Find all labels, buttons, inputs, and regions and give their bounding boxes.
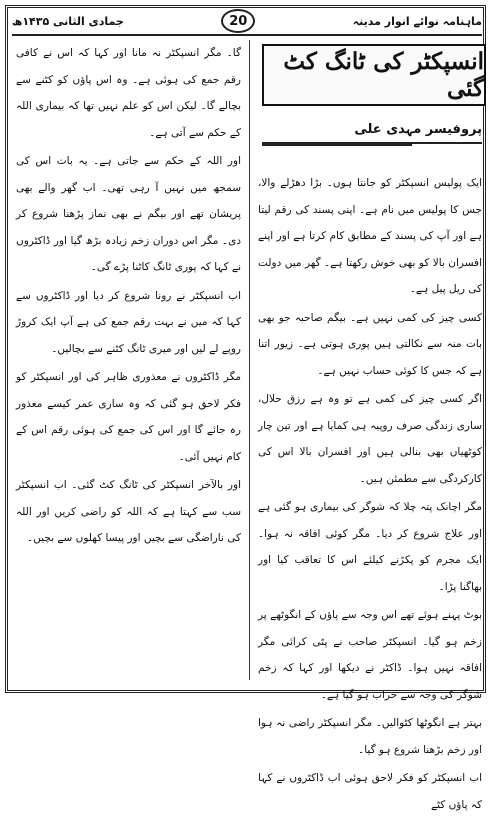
left-column xyxy=(16,40,241,554)
paragraph: بہتر ہے انگوٹھا کٹوالیں۔ مگر انسپکٹر راضی نہ ہوا اور زخم بڑھنا شروع ہو گیا۔ xyxy=(258,717,482,756)
paragraph: اور اللہ کے حکم سے جاتی ہے۔ یہ بات اس کی سمجھ میں نہیں آ رہی تھی۔ اب گھر والے بھی پریشان تھے اور بیگم نے بھی نماز پڑھنا شروع کر دی۔ مگر اس دوران زخم زیادہ بڑھ گیا اور ڈاکٹروں نے کہا کہ پوری ٹانگ کاٹنا پڑے گی۔ xyxy=(16,155,241,273)
column-divider xyxy=(249,40,250,680)
article-author: پروفیسر مہدی علی xyxy=(262,118,482,144)
author-underline xyxy=(262,143,412,146)
paragraph: بوٹ پہنے ہوئے تھے اس وجہ سے پاؤں کے انگوٹھے پر زخم ہو گیا۔ انسپکٹر صاحب نے پٹی کرائی مگر افاقہ نہیں ہوا۔ ڈاکٹر نے دیکھا اور کہا کہ زخم شوگر کی وجہ سے خراب ہو گیا ہے۔ xyxy=(258,609,482,701)
paragraph: ایک پولیس انسپکٹر کو جانتا ہوں۔ بڑا دھڑلے والا، جس کا پولیس میں نام ہے۔ اپنی پسند کی رقم لیتا ہے اور آپ کی پسند کے مطابق کام کرتا ہے اور اپنے افسران بالا کو بھی خوش رکھتا ہے۔ گھر میں دولت کی ریل پیل ہے۔ xyxy=(258,177,482,295)
article-title-box xyxy=(262,44,486,106)
article-title: انسپکٹر کی ٹانگ کٹ گئی xyxy=(283,48,484,102)
paragraph: مگر اچانک پتہ چلا کہ شوگر کی بیماری ہو گئی ہے اور علاج شروع کر دیا۔ مگر کوئی افاقہ نہ ہوا۔ ایک مجرم کو پکڑنے کیلئے اس کا تعاقب کیا اور بھاگنا پڑا۔ xyxy=(258,501,482,593)
paragraph: اب انسپکٹر نے رونا شروع کر دیا اور ڈاکٹروں سے کہا کہ میں نے بہت رقم جمع کی ہے آپ ایک کروڑ روپے لے لیں اور میری ٹانگ کٹنے سے بچالیں۔ xyxy=(16,289,241,355)
paragraph: کسی چیز کی کمی نہیں ہے۔ بیگم صاحبہ جو بھی بات منہ سے نکالتی ہیں پوری ہوتی ہے۔ زیور اتنا ہے کہ جس کا کوئی حساب نہیں ہے۔ xyxy=(258,311,482,377)
paragraph: اگر کسی چیز کی کمی ہے تو وہ ہے رزق حلال، ساری زندگی صرف روپیہ ہی کمایا ہے اور تین چار کوٹھیاں بھی بنالی ہیں اور افسران بالا اس کی کارکردگی سے مطمئن ہیں۔ xyxy=(258,393,482,485)
page-header xyxy=(12,8,482,36)
right-column xyxy=(258,170,482,820)
paragraph: اب انسپکٹر کو فکر لاحق ہوئی اب ڈاکٹروں نے کہا کہ پاؤں کٹے xyxy=(258,772,482,811)
page-number: 20 xyxy=(221,9,255,33)
paragraph: اور بالآخر انسپکٹر کی ٹانگ کٹ گئی۔ اب انسپکٹر سب سے کہتا ہے کہ اللہ کو راضی کریں اور اللہ کی ناراضگی سے بچیں اور پیسا کھلوں سے بچیں۔ xyxy=(16,479,241,544)
paragraph: گا۔ مگر انسپکٹر نہ مانا اور کہا کہ اس نے کافی رقم جمع کی ہوئی ہے۔ وہ اس پاؤں کو کٹنے سے بچالے گا۔ لیکن اس کو علم نہیں تھا کہ بیماری اللہ کے حکم سے آتی ہے۔ xyxy=(16,47,241,139)
magazine-name: ماہنامہ نوائے انوار مدینہ xyxy=(352,14,482,28)
paragraph: مگر ڈاکٹروں نے معذوری ظاہر کی اور انسپکٹر کو فکر لاحق ہو گئی کہ وہ ساری عمر کیسے معذور رہ جائے گا اور اس کی جمع کی ہوئی رقم اس کے کام نہیں آئی۔ xyxy=(16,371,241,463)
issue-date: جمادی الثانی ۱۴۳۵ھ xyxy=(12,14,124,28)
